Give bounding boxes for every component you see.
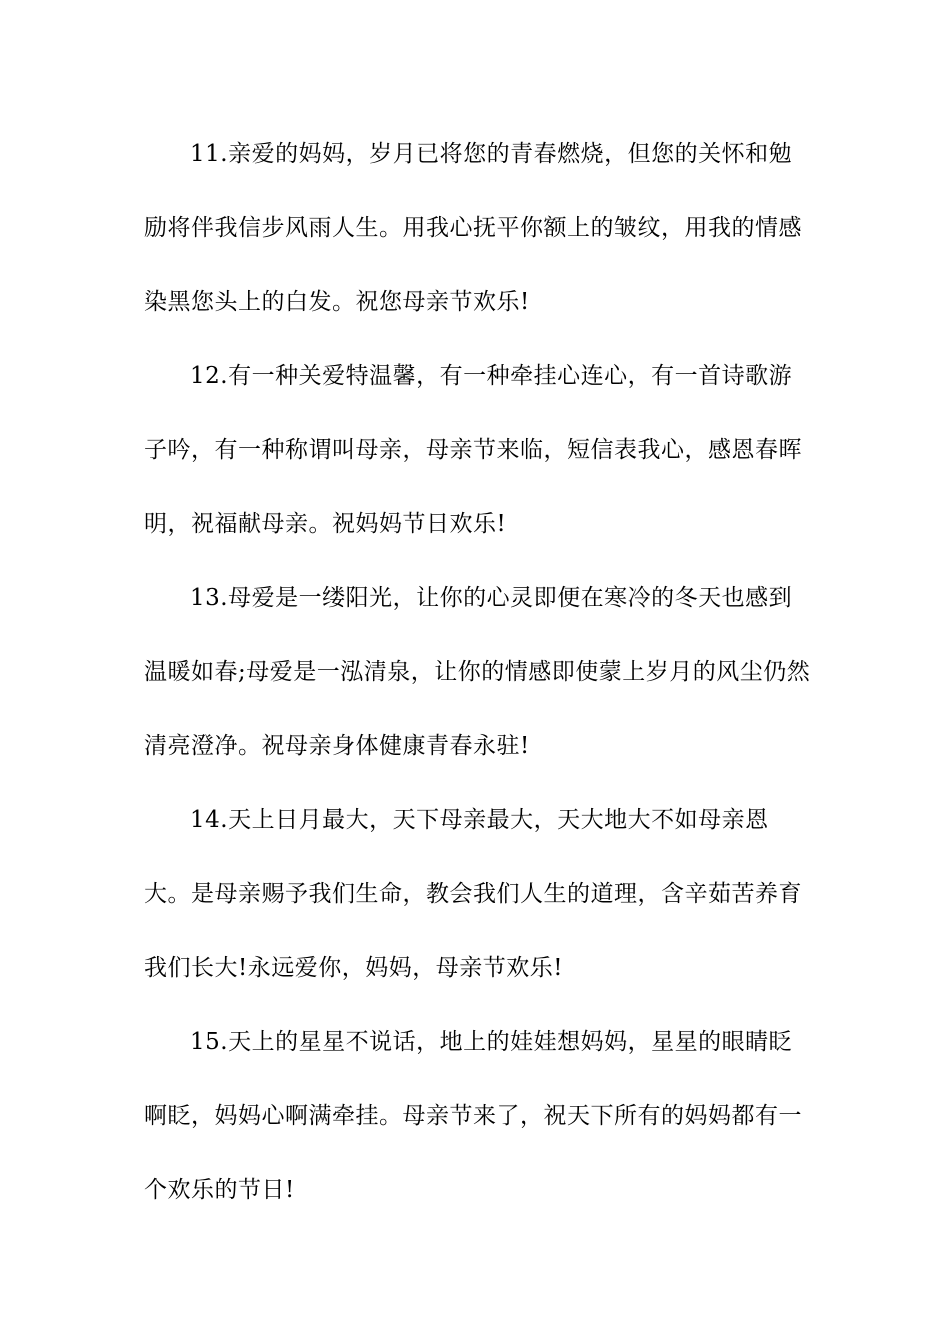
document-body: [144, 117, 814, 1227]
paragraph-12: 12.有一种关爱特温馨，有一种牵挂心连心，有一首诗歌游子吟，有一种称谓叫母亲，母亲节来临，短信表我心，感恩春晖明，祝福献母亲。祝妈妈节日欢乐!: [144, 363, 802, 537]
paragraph-11: 11.亲爱的妈妈，岁月已将您的青春燃烧，但您的关怀和勉励将伴我信步风雨人生。用我心抚平你额上的皱纹，用我的情感染黑您头上的白发。祝您母亲节欢乐!: [144, 141, 802, 315]
paragraph-15: 15.天上的星星不说话，地上的娃娃想妈妈，星星的眼睛眨啊眨，妈妈心啊满牵挂。母亲节来了，祝天下所有的妈妈都有一个欢乐的节日!: [144, 1029, 802, 1203]
paragraph-13: 13.母爱是一缕阳光，让你的心灵即便在寒冷的冬天也感到温暖如春;母爱是一泓清泉，让你的情感即使蒙上岁月的风尘仍然清亮澄净。祝母亲身体健康青春永驻!: [144, 585, 811, 759]
paragraph-14: 14.天上日月最大，天下母亲最大，天大地大不如母亲恩大。是母亲赐予我们生命，教会我们人生的道理，含辛茹苦养育我们长大!永远爱你，妈妈，母亲节欢乐!: [144, 807, 802, 981]
